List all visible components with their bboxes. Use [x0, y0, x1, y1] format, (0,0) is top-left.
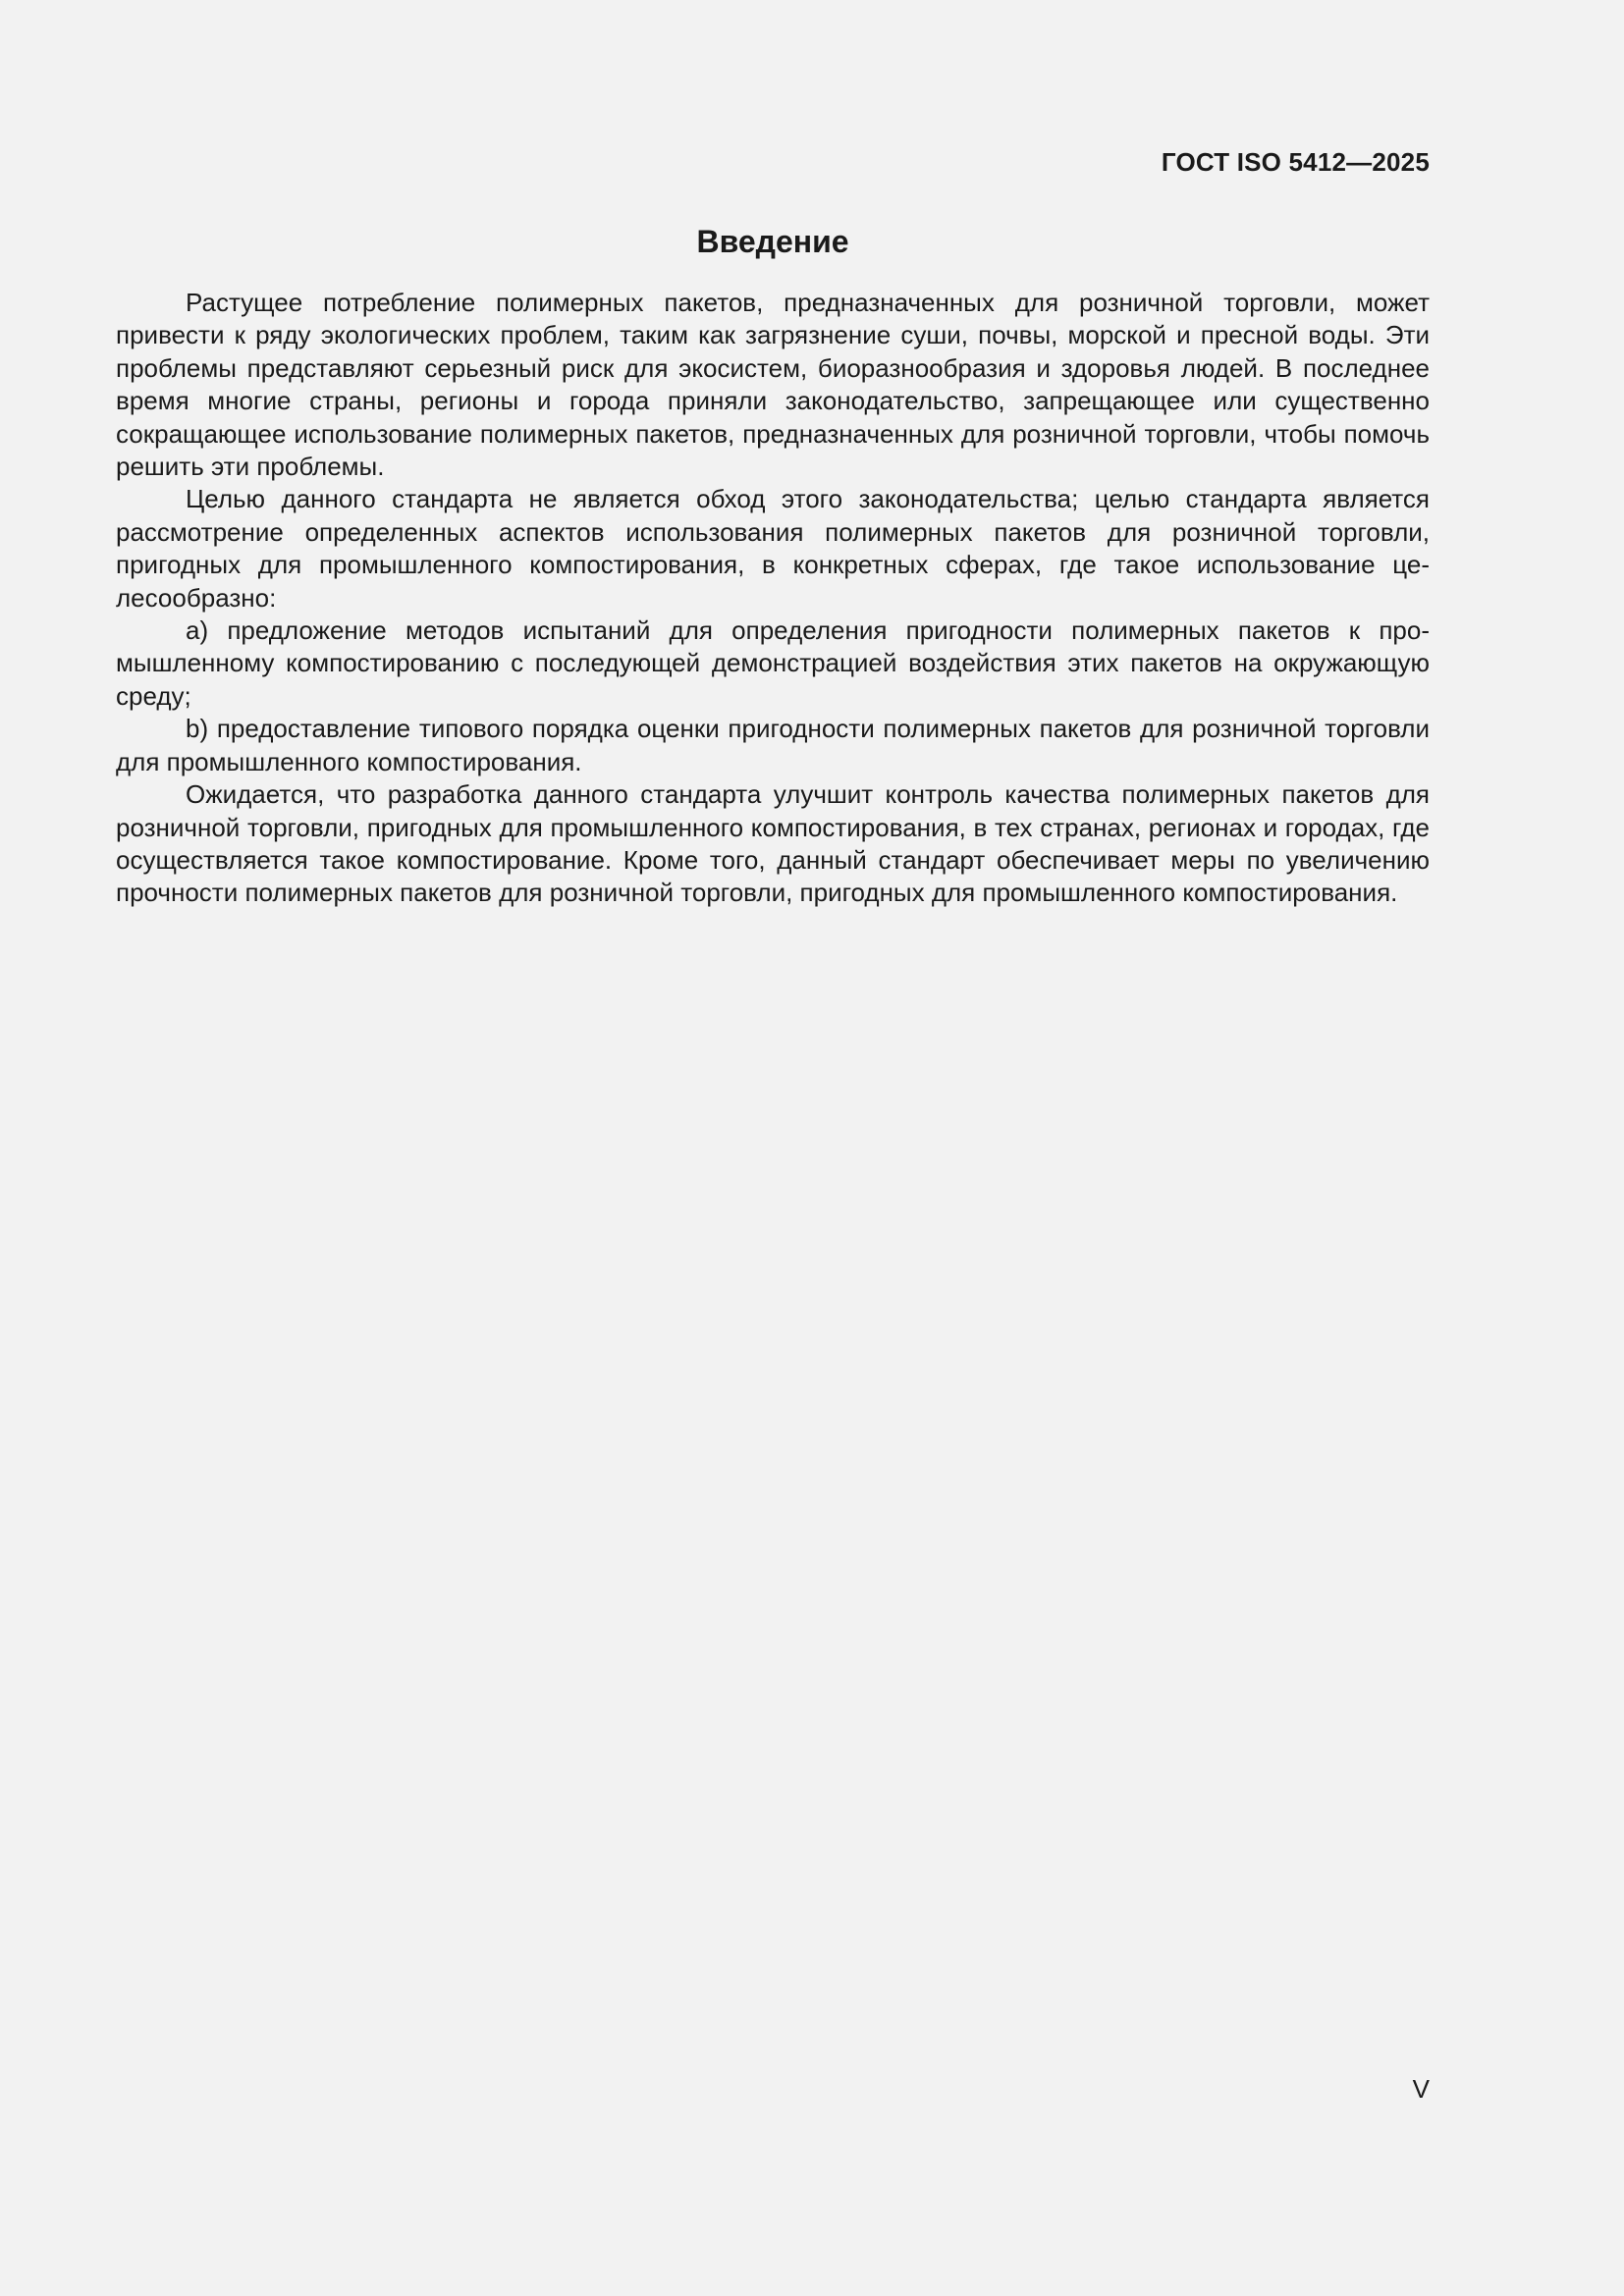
- list-item: b) предоставление типового порядка оценки пригодности полимерных пакетов для розничной торговли для промышленного компостирования.: [116, 714, 1430, 776]
- list-item: a) предложение методов испытаний для определения пригодности полимерных пакетов к промышленному компостированию с последующей демонстрацией воздействия этих пакетов на окружающую среду;: [116, 615, 1430, 711]
- page-number: V: [1412, 2074, 1430, 2104]
- paragraph: Целью данного стандарта не является обход этого законодательства; целью стандарта является рассмотрение определенных аспектов использования полимерных пакетов для розничной торговли, пригодных для промышленного компостирования, в конкретных сферах, где такое использование целесообразно:: [116, 484, 1430, 613]
- document-code: ГОСТ ISO 5412—2025: [1161, 147, 1430, 177]
- section-title: Введение: [696, 224, 849, 259]
- paragraph: Ожидается, что разработка данного стандарта улучшит контроль качества полимерных пакетов для розничной торговли, пригодных для промышленного компостирования, в тех странах, регионах и городах, где осуществляется такое компостирование. Кроме того, данный стандарт обеспечивает меры по увеличению прочности полимерных пакетов для розничной торговли, пригодных для промышленного компостирования.: [116, 779, 1430, 908]
- paragraph: Растущее потребление полимерных пакетов, предназначенных для розничной торговли, может привести к ряду экологических проблем, таким как загрязнение суши, почвы, морской и пресной воды. Эти проблемы представляют серьезный риск для экосистем, биоразнообразия и здоровья людей. В последнее время многие страны, регионы и города приняли законодательство, запрещающее или существенно сокращающее использование полимерных пакетов, предназначенных для розничной торговли, чтобы помочь решить эти проблемы.: [116, 288, 1430, 482]
- section-body: [116, 287, 1430, 910]
